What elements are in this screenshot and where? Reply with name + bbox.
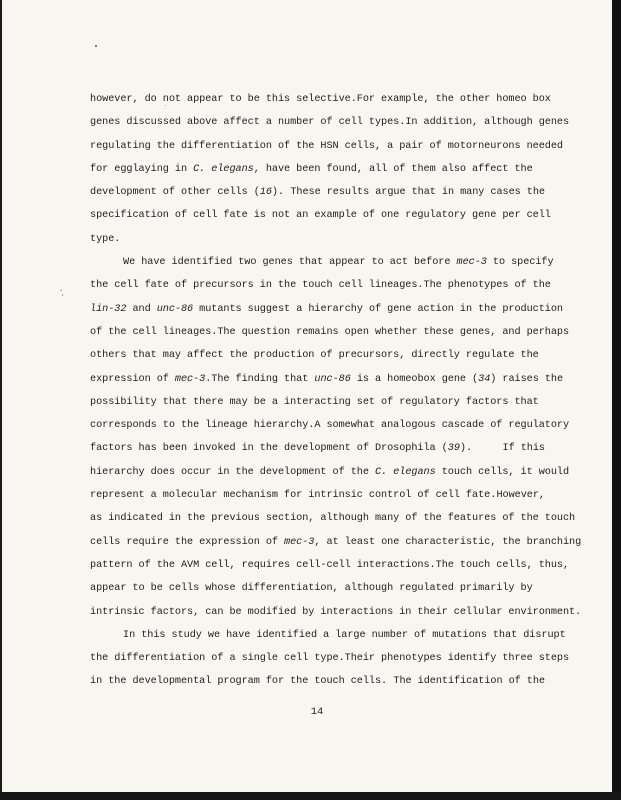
text-line: hierarchy does occur in the development of the C. elegans touch cells, it would [90, 466, 570, 478]
text-line: specification of cell fate is not an example of one regulatory gene per cell [90, 210, 551, 222]
scan-border-bottom [0, 792, 621, 800]
text-line: the cell fate of precursors in the touch cell lineages. The phenotypes of the [90, 280, 551, 292]
paper-speck [62, 294, 63, 296]
text-line: appear to be cells whose differentiation, although regulated primarily by [90, 583, 533, 595]
text-line: genes discussed above affect a number of cell types. In addition, although genes [90, 117, 570, 129]
text-line: corresponds to the lineage hierarchy. A somewhat analogous cascade of regulatory [90, 420, 570, 432]
text-line: cells require the expression of mec-3, at least one characteristic, the branching [90, 536, 582, 548]
text-line: type. [90, 233, 121, 245]
text-line: as indicated in the previous section, although many of the features of the touch [90, 513, 576, 525]
text-line: development of other cells (16). These results argue that in many cases the [90, 187, 545, 199]
text-line: the differentiation of a single cell type. Their phenotypes identify three steps [90, 653, 570, 665]
text-line: however, do not appear to be this selective. For example, the other homeo box [90, 94, 551, 105]
document-page [2, 0, 612, 792]
text-line: pattern of the AVM cell, requires cell-cell interactions. The touch cells, thus, [90, 559, 570, 571]
text-line: regulating the differentiation of the HSN cells, a pair of motorneurons needed [90, 140, 563, 152]
text-line: represent a molecular mechanism for intrinsic control of cell fate. However, [90, 490, 545, 502]
paragraph-start-line: We have identified two genes that appear to act before mec-3 to specify [123, 257, 554, 269]
text-line: intrinsic factors, can be modified by interactions in their cellular environment. [90, 606, 582, 618]
text-line: for egglaying in C. elegans, have been found, all of them also affect the [90, 163, 533, 175]
paper-speck [95, 45, 97, 47]
text-line: expression of mec-3. The finding that unc-86 is a homeobox gene (34) raises the [90, 373, 564, 385]
scan-border-right [612, 0, 621, 800]
body-text [90, 88, 582, 694]
text-line: lin-32 and unc-86 mutants suggest a hierarchy of gene action in the production [90, 303, 563, 315]
text-line: factors has been invoked in the development of Drosophila (39). If this [90, 443, 545, 455]
text-line: in the developmental program for the touch cells. The identification of the [90, 676, 545, 688]
paper-speck [60, 290, 62, 291]
text-line: possibility that there may be a interacting set of regulatory factors that [90, 396, 539, 408]
text-line: others that may affect the production of precursors, directly regulate the [90, 350, 539, 362]
text-line: of the cell lineages. The question remains open whether these genes, and perhaps [90, 326, 570, 338]
paragraph-start-line: In this study we have identified a large number of mutations that disrupt [123, 629, 566, 641]
page-number: 14 [310, 706, 324, 718]
